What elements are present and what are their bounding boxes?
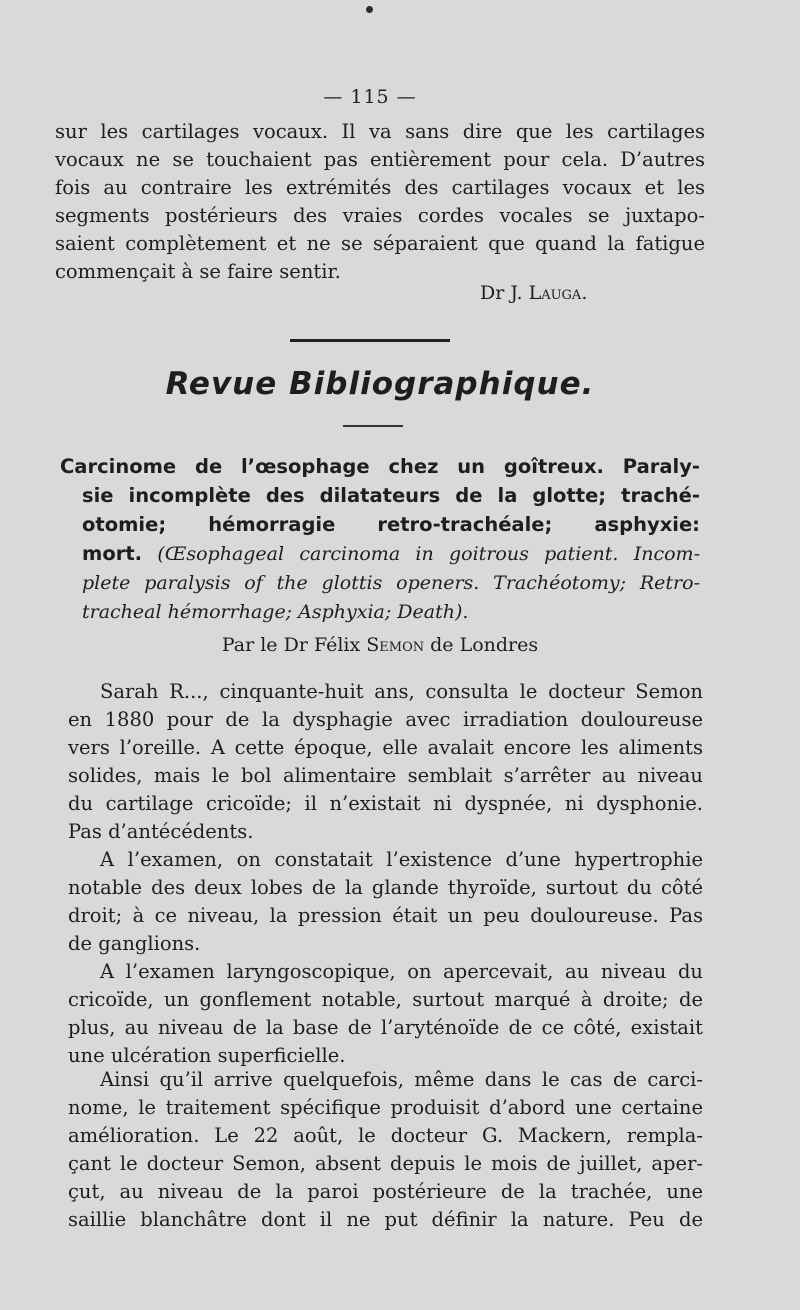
intro-paragraph (55, 118, 705, 286)
text-line: Pas d’antécédents. (68, 820, 254, 843)
heading-line: tracheal hémorrhage; Asphyxia; Death). (82, 601, 469, 623)
text-line: saient complètement et ne se séparaient que quand la fatigue (55, 232, 705, 255)
signature-name: Lauga. (528, 282, 588, 304)
ink-dot (366, 6, 373, 13)
text-line: amélioration. Le 22 août, le docteur G. Mackern, rempla- (68, 1124, 703, 1147)
section-divider (290, 339, 450, 342)
text-line: sur les cartilages vocaux. Il va sans dire que les cartilages (55, 120, 705, 143)
text-line: saillie blanchâtre dont il ne put définir la nature. Peu de (68, 1208, 703, 1231)
body-paragraph-3 (68, 958, 703, 1070)
heading-bold-part: mort. (82, 542, 143, 565)
author-line (0, 634, 760, 656)
text-line: segments postérieurs des vraies cordes vocales se juxtapo- (55, 204, 705, 227)
text-line: çant le docteur Semon, absent depuis le mois de juillet, aper- (68, 1152, 703, 1175)
article-heading (60, 452, 700, 627)
text-line: fois au contraire les extrémités des cartilages vocaux et les (55, 176, 705, 199)
text-line: nome, le traitement spécifique produisit d’abord une certaine (68, 1096, 703, 1119)
body-paragraph-4 (68, 1066, 703, 1234)
title-underline (343, 425, 403, 427)
signature (480, 282, 587, 304)
author-suffix: de Londres (424, 634, 539, 656)
text-line: du cartilage cricoïde; il n’existait ni dyspnée, ni dysphonie. (68, 792, 703, 815)
signature-prefix: Dr J. (480, 282, 529, 304)
author-prefix: Par le Dr Félix (221, 634, 367, 656)
text-line: en 1880 pour de la dysphagie avec irradiation douloureuse (68, 708, 703, 731)
author-name: Semon (366, 634, 425, 656)
text-line: une ulcération superficielle. (68, 1044, 346, 1067)
heading-line: Carcinome de l’œsophage chez un goîtreux. Paraly- (60, 455, 700, 478)
text-line: plus, au niveau de la base de l’aryténoïde de ce côté, existait (68, 1016, 703, 1039)
text-line: Sarah R..., cinquante-huit ans, consulta le docteur Semon (100, 680, 703, 703)
heading-line: sie incomplète des dilatateurs de la glotte; traché- (82, 484, 700, 507)
heading-line: plete paralysis of the glottis openers. Trachéotomy; Retro- (82, 572, 700, 594)
text-line: vers l’oreille. A cette époque, elle avalait encore les aliments (68, 736, 703, 759)
text-line: vocaux ne se touchaient pas entièrement pour cela. D’autres (55, 148, 705, 171)
body-paragraph-1 (68, 678, 703, 846)
page-number: — 115 — (323, 86, 417, 108)
heading-italic-part: (Œsophageal carcinoma in goitrous patient. Incom- (142, 543, 700, 565)
text-line: commençait à se faire sentir. (55, 260, 341, 283)
heading-line: otomie; hémorragie retro-trachéale; asphyxie: (82, 513, 700, 536)
body-paragraph-2 (68, 846, 703, 958)
heading-line (60, 539, 700, 569)
text-line: çut, au niveau de la paroi postérieure de la trachée, une (68, 1180, 703, 1203)
text-line: A l’examen laryngoscopique, on apercevait, au niveau du (100, 960, 703, 983)
text-line: Ainsi qu’il arrive quelquefois, même dans le cas de carci- (100, 1068, 703, 1091)
text-line: A l’examen, on constatait l’existence d’une hypertrophie (100, 848, 703, 871)
text-line: solides, mais le bol alimentaire semblait s’arrêter au niveau (68, 764, 703, 787)
text-line: de ganglions. (68, 932, 201, 955)
text-line: droit; à ce niveau, la pression était un peu douloureuse. Pas (68, 904, 703, 927)
text-line: cricoïde, un gonflement notable, surtout marqué à droite; de (68, 988, 703, 1011)
section-title: Revue Bibliographique. (165, 366, 595, 402)
text-line: notable des deux lobes de la glande thyroïde, surtout du côté (68, 876, 703, 899)
